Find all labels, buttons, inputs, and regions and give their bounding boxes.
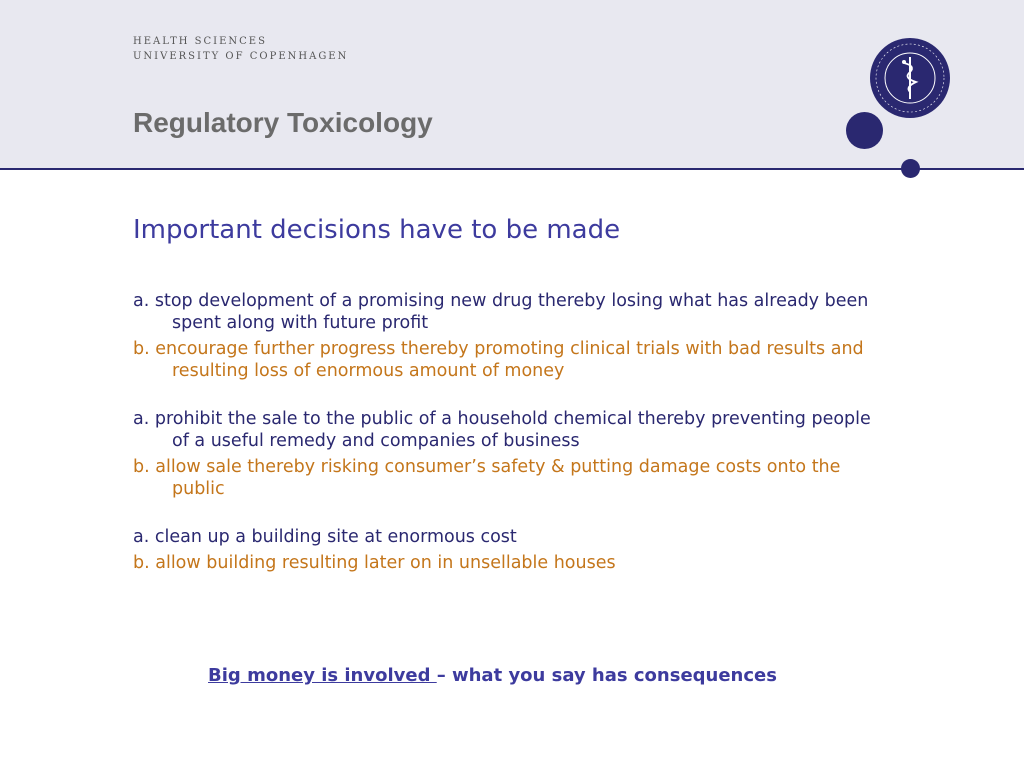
conclusion <box>0 665 985 686</box>
conclusion-text: – what you say has consequences <box>436 665 777 686</box>
conclusion-link[interactable]: Big money is involved <box>208 665 437 686</box>
decision-options <box>133 290 873 600</box>
institution-faculty: HEALTH SCIENCES <box>133 36 267 47</box>
option-a: a. clean up a building site at enormous cost <box>133 527 517 547</box>
institution-university: UNIVERSITY OF COPENHAGEN <box>133 51 349 62</box>
option-a: a. stop development of a promising new drug thereby losing what has already been spent along with future profit <box>133 291 869 333</box>
option-b: b. allow building resulting later on in unsellable houses <box>133 553 616 573</box>
decision-group <box>133 526 873 574</box>
decorative-dot-large <box>846 112 883 149</box>
course-title: Regulatory Toxicology <box>133 107 433 138</box>
decorative-dot-small <box>901 159 920 178</box>
decision-group <box>133 290 873 382</box>
header-divider <box>0 168 1024 170</box>
option-b: b. encourage further progress thereby promoting clinical trials with bad results and resulting loss of enormous amount of money <box>133 339 864 381</box>
decision-group <box>133 408 873 500</box>
option-a: a. prohibit the sale to the public of a household chemical thereby preventing people of a useful remedy and companies of business <box>133 409 871 451</box>
slide-heading: Important decisions have to be made <box>133 215 621 245</box>
option-b: b. allow sale thereby risking consumer’s safety & putting damage costs onto the public <box>133 457 841 499</box>
university-seal-icon <box>869 37 951 119</box>
